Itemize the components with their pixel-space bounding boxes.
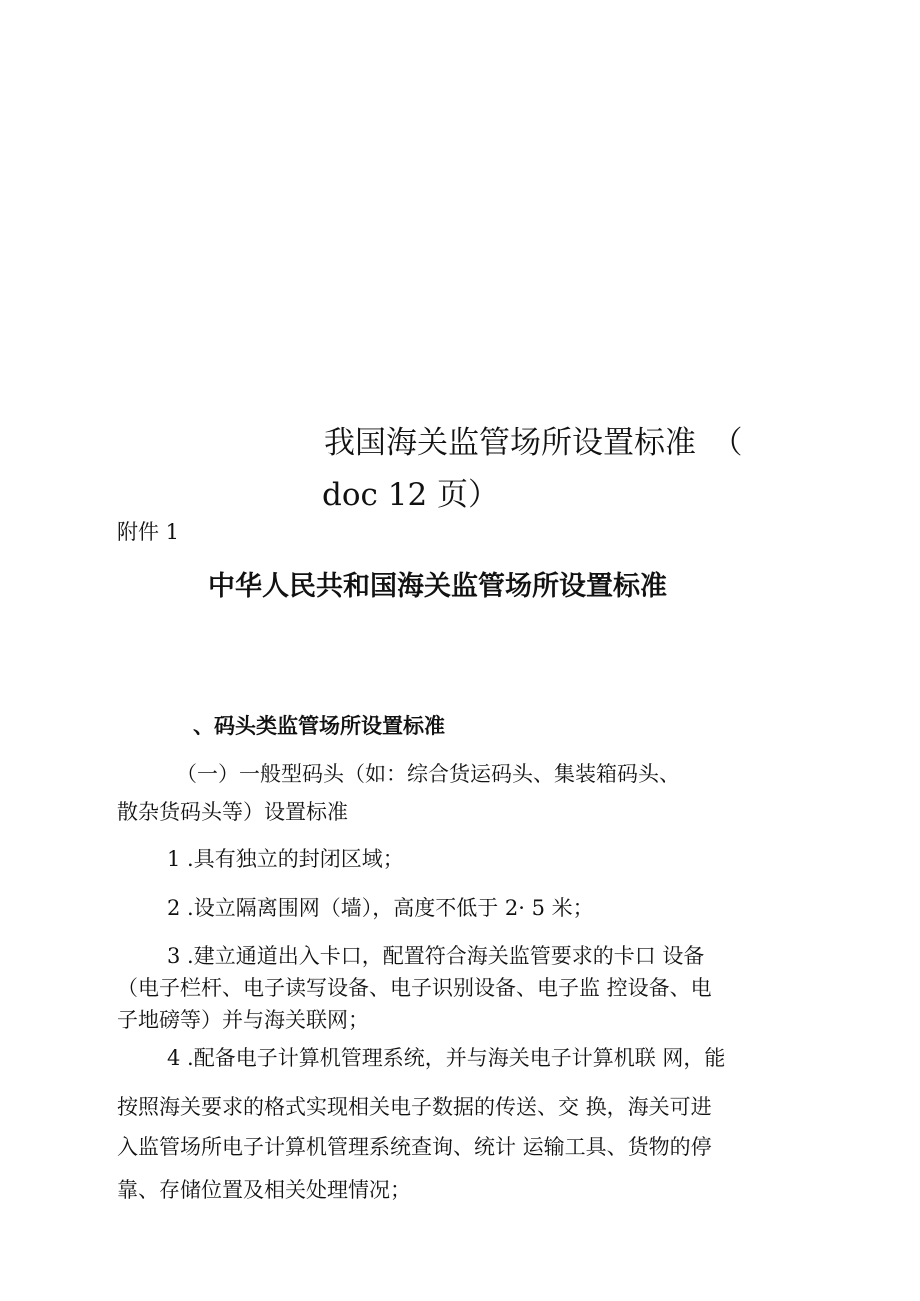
document-title-line-1: 我国海关监管场所设置标准 （ bbox=[324, 425, 743, 461]
subsection-heading-line-2: 散杂货码头等）设置标准 bbox=[117, 800, 348, 824]
list-item-1: 1 .具有独立的封闭区域； bbox=[167, 847, 404, 871]
list-item-3-line-2: （电子栏杆、电子读写设备、电子识别设备、电子监 控设备、电 bbox=[117, 976, 712, 1000]
list-item-4-line-1: 4 .配备电子计算机管理系统，并与海关电子计算机联 网，能 bbox=[167, 1046, 726, 1070]
list-item-2: 2 .设立隔离围网（墙），高度不低于 2· 5 米； bbox=[167, 896, 594, 920]
list-item-4-line-4: 靠、存储位置及相关处理情况； bbox=[117, 1178, 411, 1202]
main-heading: 中华人民共和国海关监管场所设置标准 bbox=[208, 571, 667, 602]
list-item-3-line-3: 子地磅等）并与海关联网； bbox=[117, 1008, 369, 1032]
list-item-4-line-2: 按照海关要求的格式实现相关电子数据的传送、交 换，海关可进 bbox=[117, 1095, 712, 1119]
attachment-label: 附件 1 bbox=[117, 520, 180, 544]
subsection-heading-line-1: （一）一般型码头（如：综合货运码头、集装箱码头、 bbox=[176, 762, 680, 786]
document-title-line-2: doc 12 页） bbox=[322, 477, 500, 513]
list-item-4-line-3: 入监管场所电子计算机管理系统查询、统计 运输工具、货物的停 bbox=[117, 1135, 712, 1159]
list-item-3-line-1: 3 .建立通道出入卡口，配置符合海关监管要求的卡口 设备 bbox=[167, 944, 705, 968]
section-heading: 、码头类监管场所设置标准 bbox=[193, 714, 445, 738]
